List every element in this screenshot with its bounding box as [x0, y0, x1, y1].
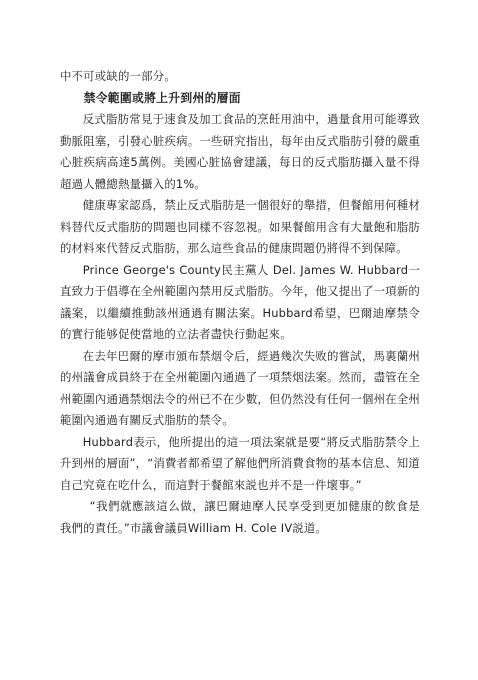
section-heading: 禁令範圍或將上升到州的層面 [83, 90, 241, 105]
paragraph-hubbard-bill: Prince George's County民主黨人 Del. James W. Hubbard一直致力于倡導在全州範圍內禁用反式脂肪。今年，他又提出了一項新的議案，以繼續推動該州通過有關法案。Hubbard希望，巴爾迪摩禁令的實行能够促使當地的立法者盡快行動起來。 [60, 262, 420, 341]
paragraph-trans-fat-health: 反式脂肪常見于速食及加工食品的烹飪用油中，過量食用可能導致動脈阻塞，引發心脏疾病。一些研究指出，每年由反式脂肪引發的嚴重心脏疾病高達5萬例。美國心脏協會建議，每日的反式脂肪攝入量不得超過人體總熱量攝入的1%。 [60, 112, 420, 191]
lead-fragment: 中不可或缺的一部分。 [60, 69, 176, 83]
paragraph-cole-quote: “我們就應該這么做，讓巴爾迪摩人民享受到更加健康的飲食是我們的責任。”市議會議員William H. Cole IV説道。 [60, 499, 420, 535]
article-body [60, 66, 420, 539]
paragraph-expert-opinion: 健康專家認爲，禁止反式脂肪是一個很好的舉措，但餐館用何種材料替代反式脂肪的問題也同樣不容忽視。如果餐館用含有大量飽和脂肪的材料來代替反式脂肪，那么這些食品的健康問題仍將得不到保障。 [60, 198, 420, 255]
paragraph-hubbard-quote: Hubbard表示，他所提出的這一項法案就是要“將反式脂肪禁令上升到州的層面”，“消費者都希望了解他們所消費食物的基本信息、知道自己究竟在吃什么，而這對于餐館來説也并不是一件壞事。” [60, 434, 420, 492]
paragraph-smoking-ban: 在去年巴爾的摩市頒布禁烟令后，經過幾次失败的嘗試，馬裏蘭州的州議會成員終于在全州範圍內通過了一項禁烟法案。然而，盡管在全州範圍內通過禁烟法令的州已不在少數，但仍然没有任何一個州在全州範圍內通過有關反式脂肪的禁令。 [60, 348, 420, 427]
